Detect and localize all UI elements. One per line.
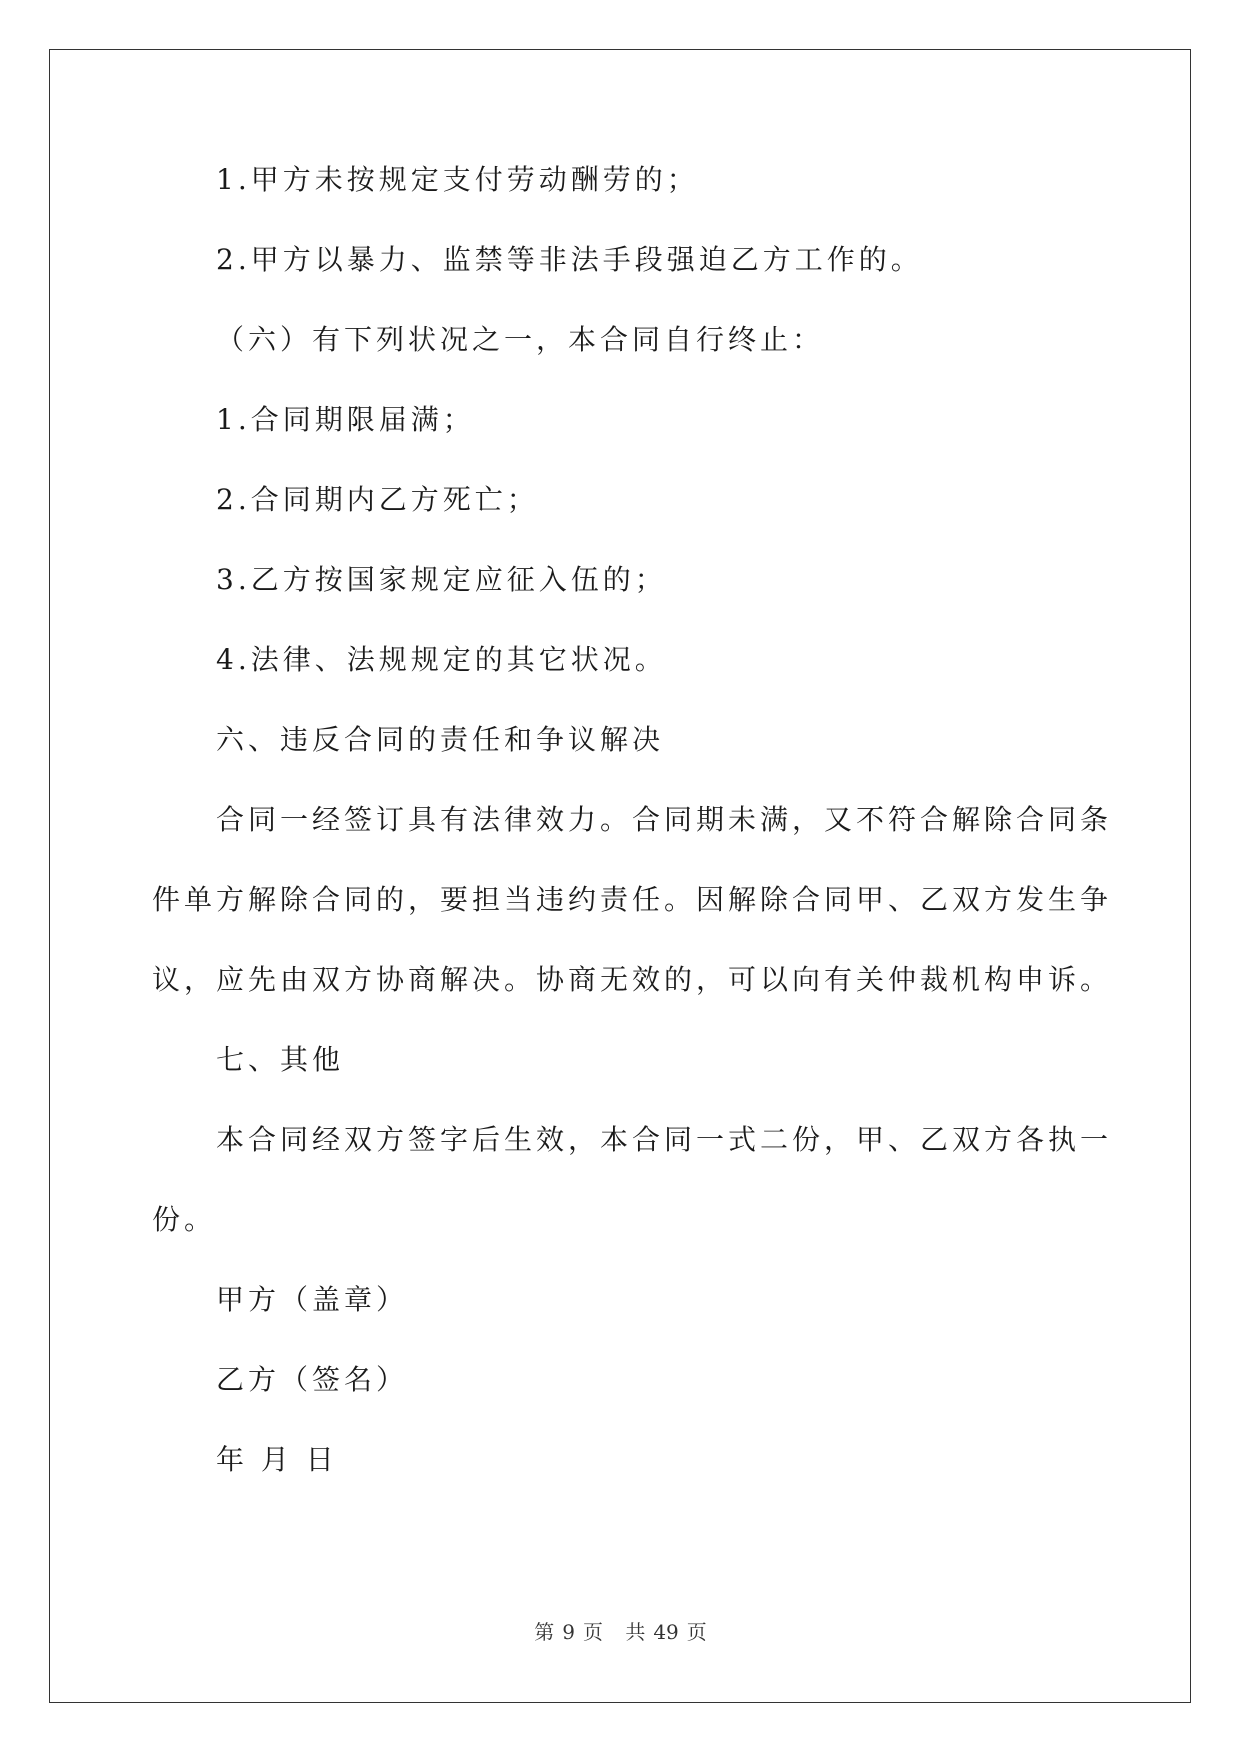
- termination-item-1: 1.合同期限届满；: [216, 403, 475, 436]
- page-indicator: [530, 1620, 607, 1644]
- clause-line-2: 2.甲方以暴力、监禁等非法手段强迫乙方工作的。: [216, 243, 923, 276]
- termination-item-3: 3.乙方按国家规定应征入伍的；: [216, 563, 667, 596]
- termination-item-2: 2.合同期内乙方死亡；: [216, 483, 539, 516]
- total-label: 共: [625, 1620, 646, 1644]
- page-footer: [0, 1616, 1241, 1645]
- party-b-signature-label: 乙方（签名）: [216, 1363, 409, 1396]
- date-line: 年 月 日: [216, 1443, 338, 1476]
- section-6-paragraph-line-2: 件单方解除合同的，要担当违约责任。因解除合同甲、乙双方发生争: [152, 883, 1113, 916]
- section-7-paragraph-line-1: 本合同经双方签字后生效，本合同一式二份，甲、乙双方各执一: [216, 1123, 1113, 1156]
- section-7-paragraph-line-2: 份。: [152, 1203, 217, 1236]
- page-label: 第: [534, 1620, 555, 1644]
- total-indicator: [621, 1620, 710, 1644]
- party-a-signature-label: 甲方（盖章）: [216, 1283, 409, 1316]
- document-body: [152, 160, 1113, 1520]
- termination-item-4: 4.法律、法规规定的其它状况。: [216, 643, 667, 676]
- section-6-paragraph-line-3: 议，应先由双方协商解决。协商无效的，可以向有关仲裁机构申诉。: [152, 963, 1113, 996]
- section-termination-heading: （六）有下列状况之一，本合同自行终止：: [216, 323, 825, 356]
- section-6-heading: 六、违反合同的责任和争议解决: [216, 723, 665, 756]
- page-unit: 页: [582, 1620, 603, 1644]
- clause-line-1: 1.甲方未按规定支付劳动酬劳的；: [216, 163, 699, 196]
- page-number: 9: [562, 1620, 575, 1644]
- total-unit: 页: [686, 1620, 707, 1644]
- section-6-paragraph-line-1: 合同一经签订具有法律效力。合同期未满，又不符合解除合同条: [216, 803, 1113, 836]
- section-7-heading: 七、其他: [216, 1043, 345, 1076]
- total-pages: 49: [653, 1620, 679, 1644]
